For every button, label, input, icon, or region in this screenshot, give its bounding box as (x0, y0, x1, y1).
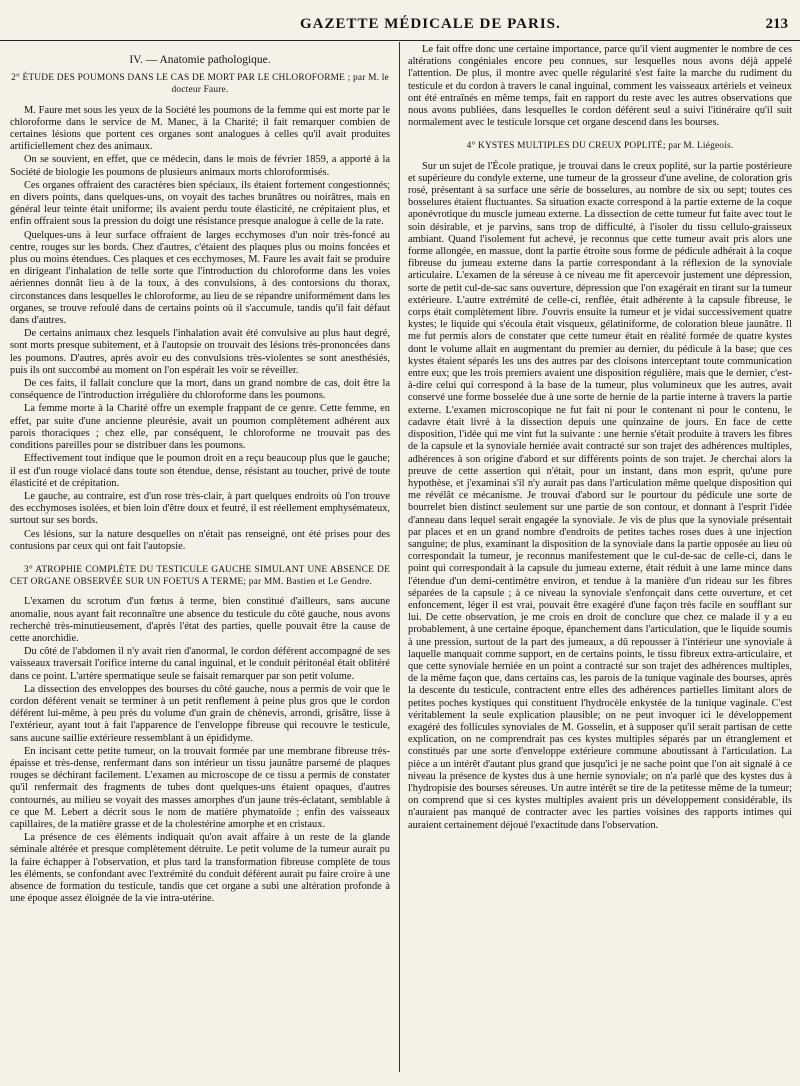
article-body-faure (10, 105, 390, 553)
paragraph: Ces organes offraient des caractères bien spéciaux, ils étaient fortement congestionnés; en divers points, dans quelques-uns, on voyait des taches brunâtres ou noirâtres, mais en général leur teinte était uniforme; ils avaient perdu toute élasticité, ne crépitaient plus, et enfin offraient sous la pression du doigt une résistance presque analogue à celle de la rate. (10, 179, 390, 228)
paragraph: L'examen du scrotum d'un fœtus à terme, bien constitué d'ailleurs, sans aucune anomalie, nous ayant fait reconnaître une absence du testicule du côté gauche, nous avons recherché très-minutieusement, d'après l'état des parties, quelle pouvait être la cause de cette anorchidie. (10, 596, 390, 644)
paragraph: Sur un sujet de l'École pratique, je trouvai dans le creux poplité, sur la partie postérieure et supérieure du condyle externe, une tumeur de la grosseur d'une aveline, de coloration gris rosé, présentant à sa surface une série de bosselures, au nombre de six ou sept; toutes ces bosselures étaient fluctuantes. Sa situation exacte correspond à la partie externe de la coque aponévrotique du muscle jumeau externe. La dissection de cette tumeur fut faite avec tout le soin désirable, et je parvins, sans trop de difficulté, à l'isoler du tissu cellulo-graisseux ambiant. Quand l'isolement fut achevé, je reconnus que cette tumeur avait pris alors une forme allongée, en massue, dont la partie étroite sous forme de pédicule adhérait à la coque fibreuse du jumeau externe dans la partie correspondant à la réflexion de la synoviale articulaire. L'examen de la séreuse à ce niveau me fit apercevoir justement une dépression, sorte de petit cul-de-sac sans ouverture, dépression que l'on exagérait en tirant sur la tumeur extérieure. L'autre extrémité de celle-ci, renflée, était adhérente à la capsule fibreuse, le corps était complètement libre. J'ouvris ensuite la tumeur et je vidai successivement quatre kystes; le liquide qui s'écoula était visqueux, gélatiniforme, de coloration bleue jaunâtre. Il me fut permis alors de constater que cette tumeur était en réalité formée de quatre kystes dont le volume allait en augmentant du premier au dernier, du pédicule à la base; que ces kystes étaient séparés les uns des autres par des cloisons interceptant toute communication entre eux; que les trois premiers avaient une disposition régulière, mais que le dernier, c'est-à-dire celui qui correspond à la base de la tumeur, plus volumineux que les autres, avait conservé une forme bosselée due à une sorte de hernie de la partie interne à travers la partie externe. L'examen microscopique ne fut fait ni pour le contenant ni pour le contenu, le cadavre était livré à la dissection depuis une quinzaine de jours. En face de cette disposition, l'idée qui me vint fut la suivante : une hernie s'était produite à travers les fibres de la capsule et la synoviale herniée avait contracté sur son trajet des adhérences multiples, adhérences à son origine d'abord et sur différents points de son trajet. Je cherchai alors la preuve de cette assertion qui n'était, pour un instant, dans mon esprit, qu'une pure hypothèse, et j'examinai s'il n'y aurait pas dans l'articulation même quelque disposition qui me révélât ce mécanisme. Je trouvai d'abord sur le pourtour du pédicule une sorte de bourrelet bien distinct seulement sur une partie de son contour, et donnant à l'esprit l'idée d'anneau dans lequel serait engagée la synoviale. Je vis de plus que la synoviale présentait par places et en un grand nombre d'endroits de petites taches roses dues à une injection sanguine; de plus, examinant la disposition de la synoviale dans la partie opposée au lieu où correspondait la tumeur, je reconnus manifestement que le cul-de-sac de celle-ci, dans le point qui correspondait à la capsule du jumeau externe, était réduit à une lame mince dans l'étendue d'un demi-centimètre environ, et tendue à la manière d'un rideau sur les fibres séparées de la capsule ; à ce niveau la synoviale s'enfonçait dans cette ouverture, et cet enfoncement, léger il est vrai, pouvait être exagéré d'une façon très facile en soufflant sur lui. De cette observation, je me crois en droit de conclure que chez ce malade il y a eu probablement, à une certaine époque, épanchement dans l'articulation, que le liquide soumis à une pression, surtout de la part des jumeaux, a dû repousser à l'intérieur une synoviale à laquelle manquait comme support, en de certains points, le tissu fibreux extra-articulaire, et que cette synoviale herniée en un point a contracté sur son trajet des adhérences multiples, de la même façon que, dans certains cas, les parois de la tunique vaginale des bourses, après la descente du testicule, contractent entre elles des adhérences partielles limitant alors de petites poches kystiques qui constituent l'hydrocèle enkystée de la tunique vaginale. C'est véritablement la seule explication plausible; on ne peut invoquer ici le développement exagéré des follicules synoviales de M. Gosselin, et à supposer qu'il serait partisan de cette explication, on ne comprendrait pas ces kystes multiples séparés par un étranglement et constitués par une sorte d'enveloppe extérieure commune aboutissant à l'articulation. La pièce a un intérêt d'autant plus grand que jusqu'ici je ne sache point que l'on ait signalé à ce niveau la présence de kystes dus à une hernie synoviale; on n'a parlé que des kystes dus à l'hydropisie des bourses séreuses. Un autre intérêt se tire de la petitesse même de la tumeur; on comprend que si ces kystes multiples avaient pris un développement considérable, ils n'auraient pas manqué de contracter avec les parties voisines des rapports intimes qui auraient certainement déjoué l'exactitude dans l'observation. (408, 160, 792, 831)
paragraph: Du côté de l'abdomen il n'y avait rien d'anormal, le cordon déférent accompagné de ses vaisseaux traversait l'orifice interne du canal inguinal, et le conduit péritonéal était oblitéré dans ce point. L'artère spermatique seule se faisait remarquer par son petit volume. (10, 646, 390, 682)
left-column (10, 48, 390, 906)
article-heading-bastien: 3° ATROPHIE COMPLÈTE DU TESTICULE GAUCHE SIMULANT UNE ABSENCE DE CET ORGANE OBSERVÉE SUR UN FOETUS A TERME; par MM. Bastien et Le Gendre. (10, 564, 390, 588)
paragraph: La dissection des enveloppes des bourses du côté gauche, nous a permis de voir que le cordon déférent venait se terminer à un petit renflement à peine plus gros que le cordon déférent lui-même, à peu près du volume d'un grain de chènevis, arrondi, grisâtre, lisse à l'extérieur, ayant tout à fait l'apparence de l'enveloppe fibreuse qui recouvre le testicule, sans aucune saillie extérieure ressemblant à un épididyme. (10, 683, 390, 744)
paragraph: De certains animaux chez lesquels l'inhalation avait été convulsive au plus haut degré, sont morts presque subitement, et à l'autopsie on trouvait des lésions très-prononcées dans les poumons. D'autres, après avoir eu des convulsions très-violentes se sont anesthésiés, puis ils ont succombé au moment on l'on espérait les voir se réveiller. (10, 328, 390, 376)
paragraph: La femme morte à la Charité offre un exemple frappant de ce genre. Cette femme, en effet, par suite d'une ancienne pleurésie, avait un poumon complètement adhérent aux parois thoraciques ; chez elle, par conséquent, le chloroforme ne trouvait pas des conditions pareilles pour se distribuer dans les poumons. (10, 403, 390, 452)
paragraph: Quelques-uns à leur surface offraient de larges ecchymoses d'un noir très-foncé au centre, rouges sur les bords. Chez d'autres, c'étaient des plaques plus ou moins foncées et plus ou moins étendues. Ces plaques et ces ecchymoses, M. Faure les avait fait se produire en dirigeant l'inhalation de telle sorte que l'introduction du chloroforme dans les voies aériennes donnât lieu à de la toux, à des convulsions, à des contorsions du thorax, circonstances dans lesquelles le chloroforme, au lieu de se répandre uniformément dans les organes, se trouve refoulé dans de certains points où il s'accumule, tandis qu'il fait défaut dans d'autres. (10, 229, 390, 327)
article-heading-faure: 2° ÉTUDE DES POUMONS DANS LE CAS DE MORT PAR LE CHLOROFORME ; par M. le docteur Faure. (11, 73, 389, 96)
paragraph: On se souvient, en effet, que ce médecin, dans le mois de février 1859, a apporté à la Société de biologie les poumons de plusieurs animaux morts chloroformisés. (10, 154, 390, 178)
paragraph: De ces faits, il fallait conclure que la mort, dans un grand nombre de cas, doit être la conséquence de l'introduction irrégulière du chloroforme dans les poumons. (10, 378, 390, 402)
article-heading-liegeois: 4° KYSTES MULTIPLES DU CREUX POPLITÉ; par M. Liégeois. (466, 141, 734, 152)
paragraph: Effectivement tout indique que le poumon droit en a reçu beaucoup plus que le gauche; il est d'un rouge violacé dans toute son étendue, dense, résistant au toucher, privé de toute élasticité et de crépitation. (10, 453, 390, 489)
paragraph: Le gauche, au contraire, est d'un rose très-clair, à part quelques endroits où l'on trouve des ecchymoses isolées, et bien loin d'être doux et feutré, il est réellement emphysémateux, surtout sur ses bords. (10, 490, 390, 527)
paragraph: M. Faure met sous les yeux de la Société les poumons de la femme qui est morte par le chloroforme dans le service de M. Manec, à la Charité; il fait remarquer combien de certaines lésions que portent ces organes sont analogues à celles qu'il avait produites artificiellement chez des animaux. (10, 104, 390, 153)
journal-title: GAZETTE MÉDICALE DE PARIS. (300, 16, 561, 32)
paragraph: En incisant cette petite tumeur, on la trouvait formée par une membrane fibreuse très-épaisse et très-dense, renfermant dans son intérieur un tissu jaunâtre parsemé de plaques rouges se déchirant facilement. L'examen au microscope de ce tissu a permis de constater qu'il renfermait des fragments de tubes dont quelques-uns étaient opaques, d'autres contournés, au milieu se voyait des masses amorphes d'un jaune très-éclatant, semblable à ce que M. Lebert a décrit sous le nom de matière phymatoïde ; enfin des vaisseaux capillaires, de la matière grasse et de la cholestérine amorphe et en cristaux. (10, 745, 390, 830)
section-heading: IV. — Anatomie pathologique. (129, 54, 271, 66)
page-number: 213 (765, 16, 788, 32)
article-body-bastien (10, 596, 390, 905)
column-divider (399, 42, 400, 1072)
page-header (0, 14, 800, 41)
intro-paragraph: Le fait offre donc une certaine importance, parce qu'il vient augmenter le nombre de ces altérations congéniales encore peu connues, sur lesquelles nous avons déjà appelé l'attention. De plus, il montre avec quelle régularité s'est faite la marche du rudiment du testicule et du cordon à travers le canal inguinal, comment les vaisseaux artériels et veineux ont été entraînés en même temps, fait en rapport du reste avec les autres observations que nous avons publiées, dans lesquelles le cordon déférent seul a suivi l'itinéraire qu'il suit normalement avec le testicule lorsque cet organe descend dans les bourses. (408, 44, 792, 129)
right-column (408, 44, 792, 833)
paragraph: La présence de ces éléments indiquait qu'on avait affaire à un reste de la glande séminale altérée et presque complètement détruite. Le petit volume de la tumeur aurait pu la faire échapper à l'observation, et plus tard la transformation fibreuse complète de tous les éléments, se confondant avec l'extrémité du conduit déférent aurait pu faire croire à une absence de formation du testicule, tandis que cet organe a subi une altération profonde à une époque assez éloignée de la vie intra-utérine. (10, 832, 390, 905)
article-body-liegeois (408, 161, 792, 832)
paragraph: Ces lésions, sur la nature desquelles on n'était pas renseigné, ont été prises pour des contusions par ceux qui ont fait l'autopsie. (10, 528, 390, 552)
